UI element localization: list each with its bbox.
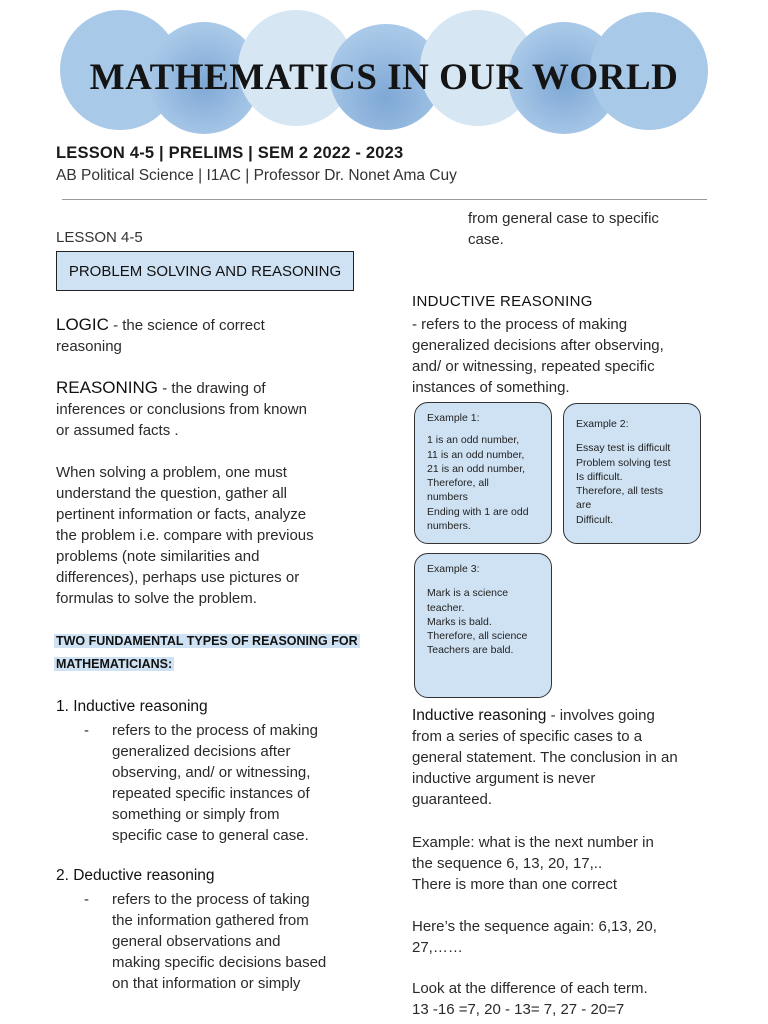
example-body: 1 is an odd number, 11 is an odd number, 21 is an odd number, Therefore, all numbers Ending with 1 are odd numbers. — [427, 434, 529, 533]
example-card-2 — [563, 403, 701, 544]
item1-title: 1. Inductive reasoning — [56, 698, 208, 715]
item2-dash: - — [84, 891, 89, 908]
paragraph-line: formulas to solve the problem. — [56, 590, 257, 607]
highlighted-heading — [54, 630, 374, 676]
reasoning-def-line: inferences or conclusions from known — [56, 401, 307, 418]
item2-line: the information gathered from — [112, 912, 309, 929]
item2-line: refers to the process of taking — [112, 891, 310, 908]
inductive2-def-line: - involves going — [546, 707, 655, 724]
inductive-def-line: instances of something. — [412, 379, 570, 396]
reasoning-def-line: or assumed facts . — [56, 422, 179, 439]
problem-solving-paragraph — [56, 462, 376, 609]
reasoning-def-line: - the drawing of — [158, 380, 266, 397]
example-body: Essay test is difficult Problem solving test Is difficult. Therefore, all tests are Difficult. — [576, 442, 671, 526]
difference-text — [412, 978, 732, 1020]
highlight-line: MATHEMATICIANS: — [56, 657, 173, 671]
divider — [62, 199, 707, 200]
course-subtitle: AB Political Science | I1AC | Professor Dr. Nonet Ama Cuy — [56, 167, 457, 184]
example-card-3 — [414, 553, 552, 698]
inductive2-line: inductive argument is never — [412, 770, 596, 787]
inductive-heading: INDUCTIVE REASONING — [412, 293, 593, 310]
item1-description — [112, 720, 372, 846]
logic-def-line: - the science of correct — [108, 317, 265, 334]
item1-line: repeated specific instances of — [112, 785, 310, 802]
highlight-line: TWO FUNDAMENTAL TYPES OF REASONING FOR — [56, 634, 358, 648]
inductive-def-line: - refers to the process of making — [412, 316, 628, 333]
item2-line: on that information or simply — [112, 975, 301, 992]
item1-line: specific case to general case. — [112, 827, 309, 844]
example-title: Example 1: — [427, 412, 480, 424]
sequence-again — [412, 916, 732, 958]
inductive2-line: from a series of specific cases to a — [412, 728, 643, 745]
example-title: Example 3: — [427, 563, 480, 575]
paragraph-line: problems (note similarities and — [56, 548, 260, 565]
difference-line: 13 -16 =7, 20 - 13= 7, 27 - 20=7 — [412, 1001, 625, 1018]
inductive2-line: guaranteed. — [412, 791, 493, 808]
example-title: Example 2: — [576, 418, 629, 430]
section-title: PROBLEM SOLVING AND REASONING — [68, 262, 342, 280]
inductive-def-line: generalized decisions after observing, — [412, 337, 664, 354]
difference-line: Look at the difference of each term. — [412, 980, 648, 997]
sequence-line: Here’s the sequence again: 6,13, 20, — [412, 918, 657, 935]
sequence-example — [412, 832, 732, 895]
logic-term: LOGIC — [56, 315, 109, 334]
paragraph-line: the problem i.e. compare with previous — [56, 527, 314, 544]
inductive2-line: general statement. The conclusion in an — [412, 749, 678, 766]
item1-line: refers to the process of making — [112, 722, 318, 739]
logic-def-line: reasoning — [56, 338, 122, 355]
banner-title: MATHEMATICS IN OUR WORLD — [89, 57, 679, 98]
paragraph-line: pertinent information or facts, analyze — [56, 506, 307, 523]
item2-line: making specific decisions based — [112, 954, 327, 971]
example-body: Mark is a science teacher. Marks is bald. Therefore, all science Teachers are bald. — [427, 587, 528, 657]
section-title-box — [56, 251, 354, 291]
item2-description — [112, 889, 372, 994]
item1-dash: - — [84, 722, 89, 739]
item1-line: something or simply from — [112, 806, 280, 823]
paragraph-line: When solving a problem, one must — [56, 464, 287, 481]
sequence-line: 27,…… — [412, 939, 463, 956]
lesson-line: LESSON 4-5 | PRELIMS | SEM 2 2022 - 2023 — [56, 144, 404, 162]
logic-definition — [56, 314, 356, 357]
inductive2-term: Inductive reasoning — [412, 707, 547, 724]
item1-line: generalized decisions after — [112, 743, 291, 760]
example-line: There is more than one correct — [412, 876, 618, 893]
example-card-1 — [414, 402, 552, 544]
reasoning-definition — [56, 377, 366, 441]
item2-line: general observations and — [112, 933, 281, 950]
inductive-explanation — [412, 705, 732, 810]
example-line: Example: what is the next number in — [412, 834, 654, 851]
paragraph-line: understand the question, gather all — [56, 485, 287, 502]
item1-line: observing, and/ or witnessing, — [112, 764, 311, 781]
lesson-label: LESSON 4-5 — [56, 229, 143, 246]
continuation-line: case. — [468, 231, 504, 248]
paragraph-line: differences), perhaps use pictures or — [56, 569, 300, 586]
continuation-line: from general case to specific — [468, 210, 659, 227]
continuation-text — [468, 208, 728, 250]
example-line: the sequence 6, 13, 20, 17,.. — [412, 855, 603, 872]
inductive-def-line: and/ or witnessing, repeated specific — [412, 358, 655, 375]
reasoning-term: REASONING — [56, 378, 159, 397]
item2-title: 2. Deductive reasoning — [56, 867, 215, 884]
inductive-definition — [412, 314, 722, 398]
